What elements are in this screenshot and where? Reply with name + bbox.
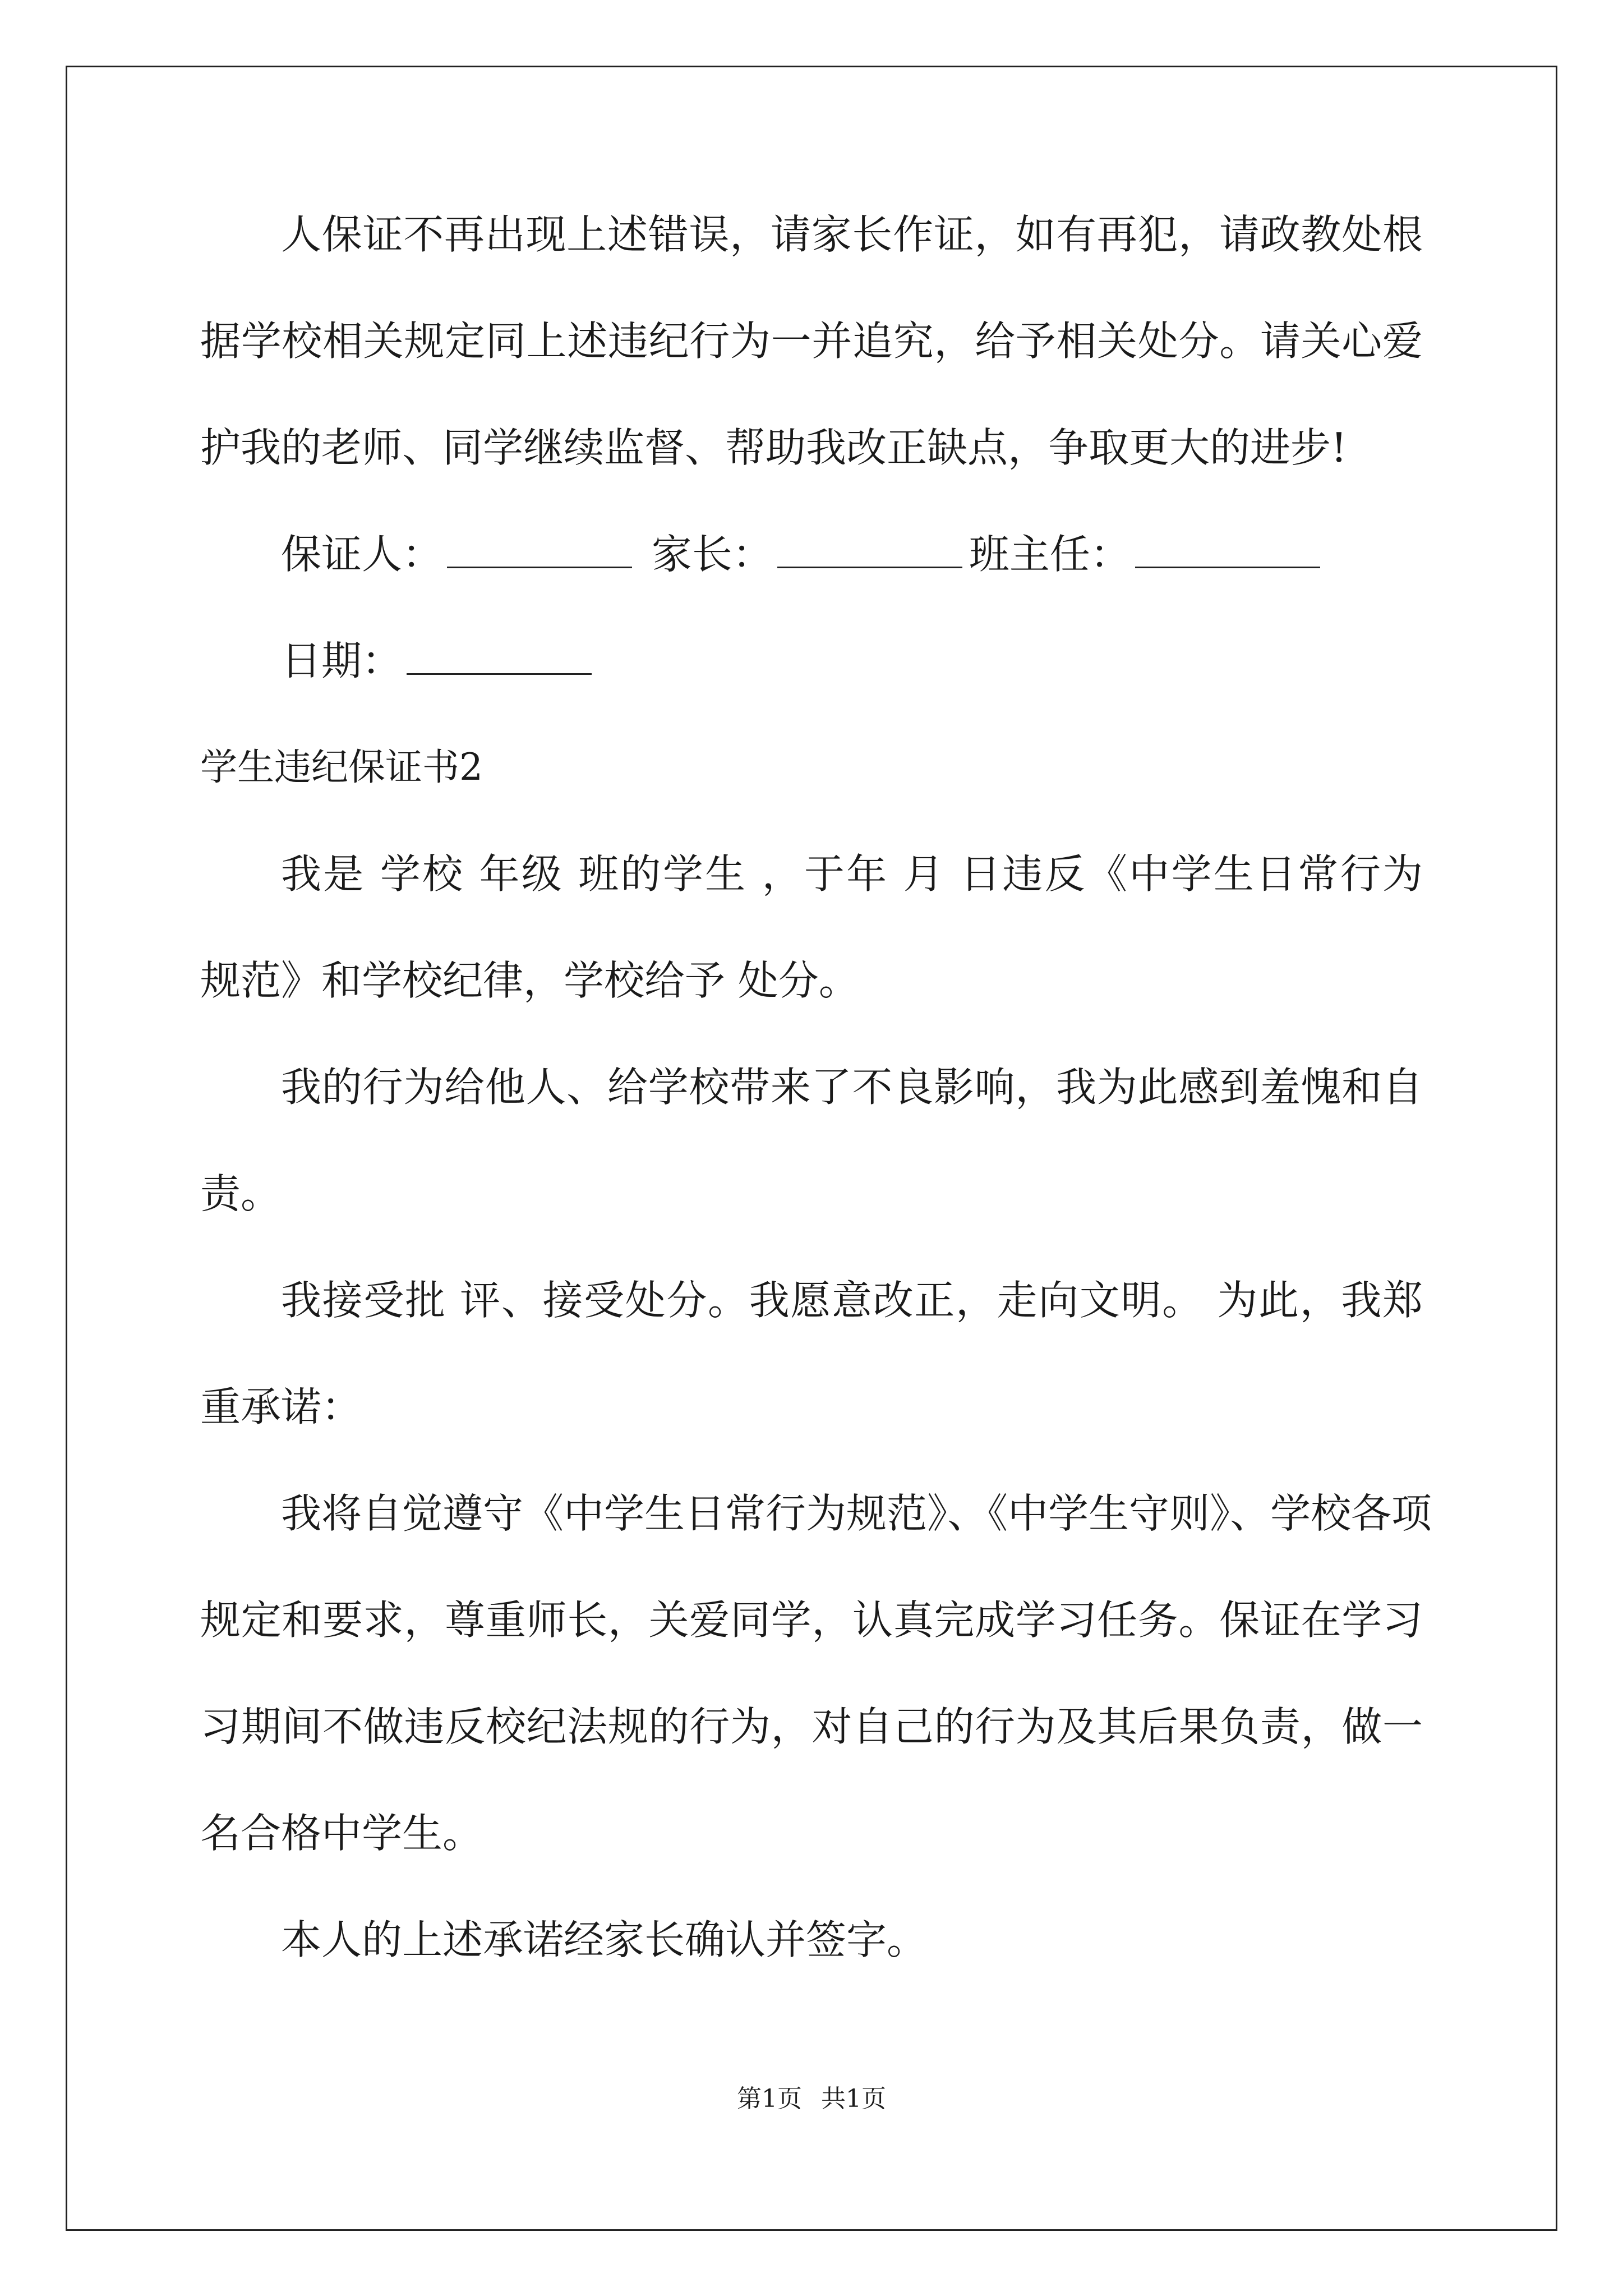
page-border [66,66,1557,2231]
guarantor-blank[interactable] [447,532,632,568]
page-footer [0,2082,1623,2116]
parent-blank[interactable] [777,532,962,568]
date-row [281,634,598,688]
paragraph-line: 护我的老师、同学继续监督、帮助我改正缺点，争取更大的进步! [200,424,1347,471]
guarantor-label: 保证人： [281,531,443,578]
paragraph-line: 人保证不再出现上述错误，请家长作证，如有再犯，请政教处根 [281,211,1423,258]
paragraph-line: 据学校相关规定同上述违纪行为一并追究，给予相关处分。请关心爱 [200,318,1423,365]
paragraph-line: 习期间不做违反校纪法规的行为，对自己的行为及其后果负责，做一 [200,1703,1423,1750]
paragraph-line: 重承诺： [200,1383,362,1430]
paragraph-line: 我的行为给他人、给学校带来了不良影响，我为此感到羞愧和自 [281,1064,1423,1111]
paragraph-line: 责。 [200,1170,282,1217]
page-number: 第1页 [737,2085,802,2113]
teacher-label: 班主任： [969,531,1131,578]
date-label: 日期： [281,637,403,684]
paragraph-line: 我接受批 评、接受处分。我愿意改正，走向文明。 为此，我郑 [281,1277,1423,1324]
paragraph-line: 规定和要求，尊重师长，关爱同学，认真完成学习任务。保证在学习 [200,1596,1423,1644]
paragraph-line: 名合格中学生。 [200,1810,483,1857]
paragraph-line: 规范》和学校纪律，学校给予 处分。 [200,957,859,1004]
date-blank[interactable] [407,638,592,675]
paragraph-line: 我将自觉遵守《中学生日常行为规范》、《中学生守则》、学校各项 [281,1490,1432,1537]
parent-label: 家长： [651,531,773,578]
section-title: 学生违纪保证书2 [200,746,483,789]
paragraph-line: 本人的上述承诺经家长确认并签字。 [281,1916,928,1963]
signature-row [281,527,1327,581]
paragraph-line: 我是 学校 年级 班的学生 ，于年 月 日违反《中学生日常行为 [281,850,1423,898]
page-total: 共1页 [821,2085,886,2113]
teacher-blank[interactable] [1135,532,1320,568]
